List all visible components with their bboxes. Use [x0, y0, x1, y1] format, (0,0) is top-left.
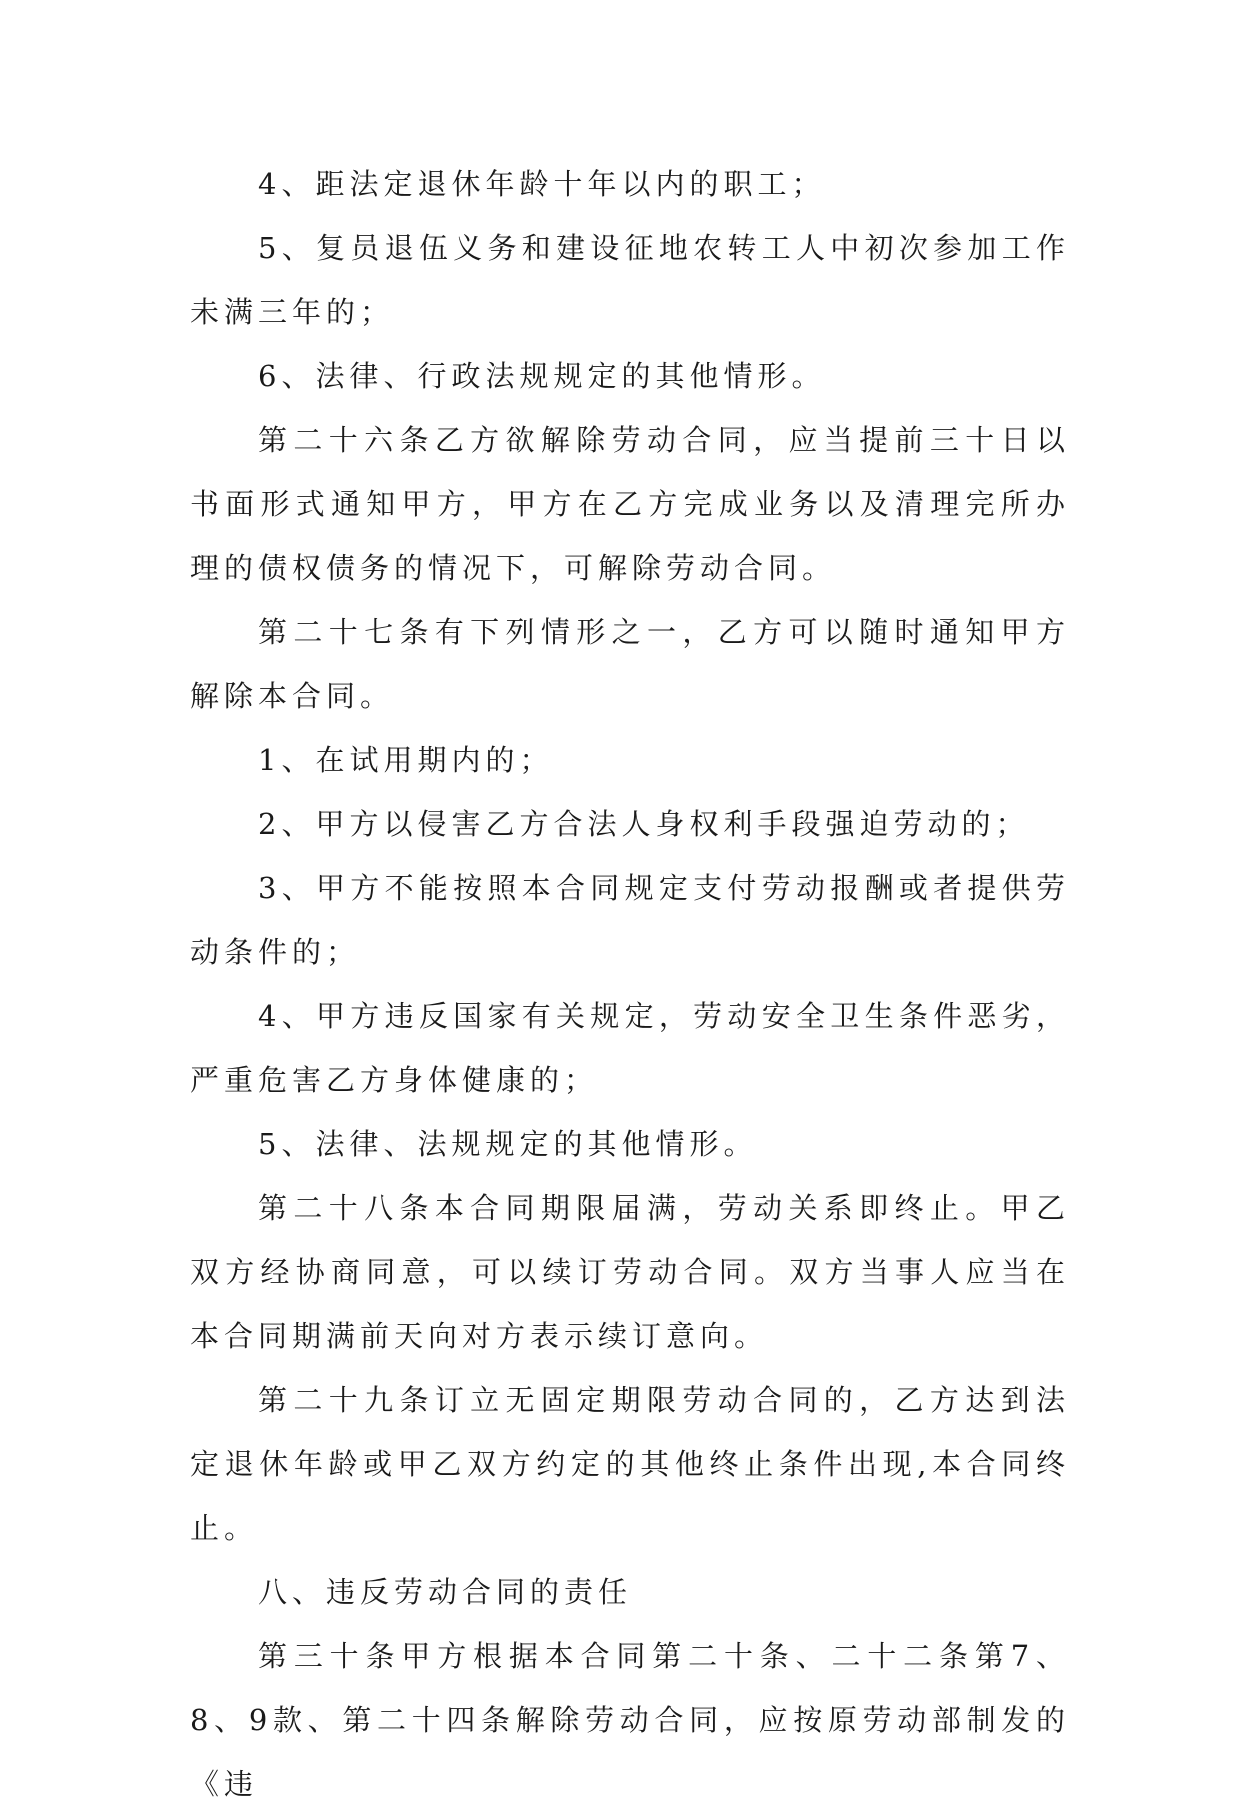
paragraph-article-27: 第二十七条有下列情形之一，乙方可以随时通知甲方解除本合同。 — [190, 615, 1070, 713]
paragraph-clause-4-retirement: 4、距法定退休年龄十年以内的职工； — [258, 167, 826, 201]
paragraph-article-27-item-3: 3、甲方不能按照本合同规定支付劳动报酬或者提供劳动条件的； — [190, 871, 1070, 969]
document-body — [190, 152, 1070, 1816]
paragraph-article-27-item-5: 5、法律、法规规定的其他情形。 — [258, 1127, 758, 1161]
paragraph-clause-5-veterans: 5、复员退伍义务和建设征地农转工人中初次参加工作未满三年的； — [190, 231, 1070, 329]
paragraph-article-27-item-4: 4、甲方违反国家有关规定，劳动安全卫生条件恶劣，严重危害乙方身体健康的； — [190, 999, 1070, 1097]
paragraph-article-28: 第二十八条本合同期限届满，劳动关系即终止。甲乙双方经协商同意，可以续订劳动合同。双方当事人应当在本合同期满前天向对方表示续订意向。 — [190, 1191, 1070, 1353]
section-heading-breach-liability: 八、违反劳动合同的责任 — [258, 1575, 633, 1609]
paragraph-article-30: 第三十条甲方根据本合同第二十条、二十二条第7、8、9款、第二十四条解除劳动合同，应按原劳动部制发的《违 — [190, 1639, 1070, 1801]
paragraph-article-29: 第二十九条订立无固定期限劳动合同的，乙方达到法定退休年龄或甲乙双方约定的其他终止条件出现,本合同终止。 — [190, 1383, 1070, 1545]
paragraph-article-27-item-1: 1、在试用期内的； — [258, 743, 554, 777]
paragraph-article-26: 第二十六条乙方欲解除劳动合同，应当提前三十日以书面形式通知甲方，甲方在乙方完成业务以及清理完所办理的债权债务的情况下，可解除劳动合同。 — [190, 423, 1070, 585]
paragraph-article-27-item-2: 2、甲方以侵害乙方合法人身权利手段强迫劳动的； — [258, 807, 1030, 841]
paragraph-clause-6-other: 6、法律、行政法规规定的其他情形。 — [258, 359, 826, 393]
